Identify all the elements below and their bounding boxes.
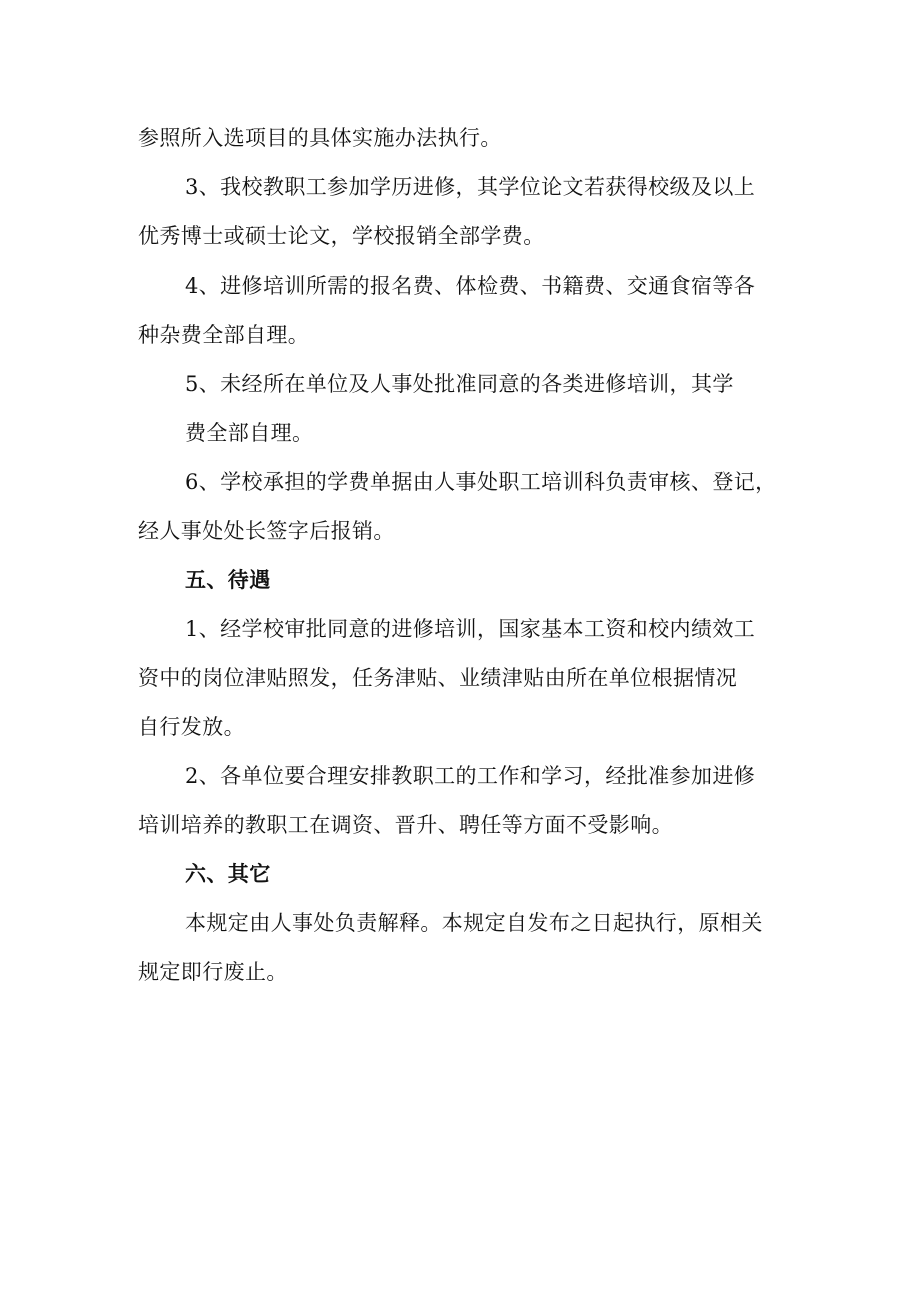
text-line-11: 1、经学校审批同意的进修培训，国家基本工资和校内绩效工: [185, 617, 756, 641]
text-line-6: 5、未经所在单位及人事处批准同意的各类进修培训，其学: [185, 372, 734, 396]
text-line-18: 规定即行废止。: [138, 960, 288, 984]
text-line-12: 资中的岗位津贴照发，任务津贴、业绩津贴由所在单位根据情况: [138, 666, 738, 690]
section-heading-other: 六、其它: [185, 862, 271, 886]
text-line-5: 种杂费全部自理。: [138, 323, 310, 347]
text-line-7: 费全部自理。: [185, 421, 314, 445]
text-line-3: 优秀博士或硕士论文，学校报销全部学费。: [138, 224, 545, 248]
text-line-15: 培训培养的教职工在调资、晋升、聘任等方面不受影响。: [138, 813, 673, 837]
text-line-8: 6、学校承担的学费单据由人事处职工培训科负责审核、登记，: [185, 470, 777, 494]
text-line-14: 2、各单位要合理安排教职工的工作和学习，经批准参加进修: [185, 764, 756, 788]
text-line-1: 参照所入选项目的具体实施办法执行。: [138, 126, 502, 150]
text-line-2: 3、我校教职工参加学历进修，其学位论文若获得校级及以上: [185, 175, 756, 199]
text-line-13: 自行发放。: [138, 715, 245, 739]
text-line-9: 经人事处处长签字后报销。: [138, 519, 395, 543]
text-line-17: 本规定由人事处负责解释。本规定自发布之日起执行，原相关: [185, 911, 763, 935]
section-heading-benefits: 五、待遇: [185, 568, 271, 592]
text-line-4: 4、进修培训所需的报名费、体检费、书籍费、交通食宿等各: [185, 274, 756, 298]
